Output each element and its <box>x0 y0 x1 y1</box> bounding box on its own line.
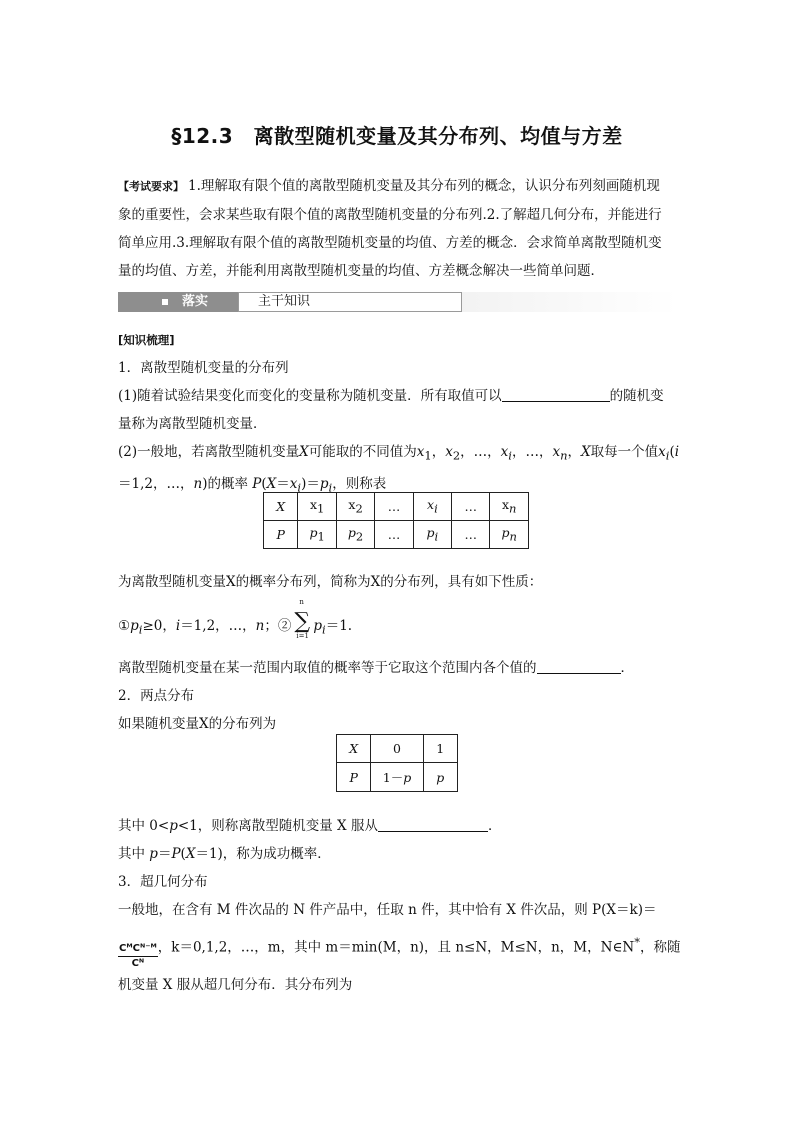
requirements-line-2: 象的重要性，会求某些取有限个值的离散型随机变量的分布列.2.了解超几何分布，并能进行 <box>118 207 662 223</box>
requirements-line-1: 【考试要求】 1.理解取有限个值的离散型随机变量及其分布列的概念，认识分布列刻画随机现 <box>118 178 660 194</box>
section-label: [知识梳理] <box>118 333 175 347</box>
requirements-line-3: 简单应用.3.理解取有限个值的离散型随机变量的均值、方差的概念．会求简单离散型随机变 <box>118 235 662 251</box>
s1-para1: (1)随着试验结果变化而变化的变量称为随机变量．所有取值可以 的随机变 <box>118 382 678 410</box>
section-2-3: 其中 0<p<1，则称离散型随机变量 X 服从 ． 其中 p＝P(X＝1)，称为成功概率． 3．超几何分布 一般地，在含有 M 件次品的 N 件产品中，任取 n 件，其中恰有 X 件次品，则 P(X＝k)＝ $\frac{\text{CᴹCᴺ⁻ᴹ}}{\text{Cᴺ}}$ ，k＝0,1,2，…，m，其中 m＝min(M，n)，且 n≤N，M≤N，n，M，N∈N*，称随 机变量 X 服从超几何分布．其分布列为 <box>118 812 678 999</box>
knowledge-body: [知识梳理] 1．离散型随机变量的分布列 (1)随着试验结果变化而变化的变量称为随机变量．所有取值可以 的随机变 量称为离散型随机变量． (2)一般地，若离散型随机变量X可能取的不同值为$x_1$，$x_2$，…，$x_i$，…，$x_n$，X取每一个值$x_i(i$ ＝1,2，…，n)的概率 $P(X=x_i)=p_i$，则称表 <box>118 326 678 501</box>
s3-heading: 3．超几何分布 <box>118 874 208 890</box>
banner-right: 主干知识 <box>238 292 462 312</box>
banner-left: 落实 <box>118 292 238 312</box>
requirements-label: 【考试要求】 <box>118 180 184 193</box>
two-point-table: X 0 1 P 1－p p <box>336 734 458 792</box>
square-bullet-icon <box>162 299 168 305</box>
distribution-table: X $x_1$ $x_2$ … $x_i$ … $x_n$ P $p_1$ $p_2$ … $p_i$ … $p_n$ <box>263 492 529 549</box>
fill-blank[interactable] <box>378 815 488 832</box>
section-banner <box>118 292 678 312</box>
distribution-properties: 为离散型随机变量X的概率分布列，简称为X的分布列，具有如下性质： $①p_i\ge 0$，i＝1,2，…，n；② ∑ n i=1 $p_i=1$. 离散型随机变量在某一范围内取值的概率等于它取这个范围内各个值的 ． 2．两点分布 如果随机变量X的分布列为 <box>118 568 678 738</box>
page-title: §12.3 离散型随机变量及其分布列、均值与方差 <box>171 124 623 148</box>
hypergeometric-fraction: $\frac{\text{CᴹCᴺ⁻ᴹ}}{\text{Cᴺ}}$ <box>119 942 157 969</box>
summation-icon: ∑ n i=1 <box>294 598 311 640</box>
s2-heading: 2．两点分布 <box>118 687 195 704</box>
fill-blank[interactable] <box>537 657 621 674</box>
requirements-line-4: 量的均值、方差，并能利用离散型随机变量的均值、方差概念解决一些简单问题． <box>118 263 604 279</box>
exam-requirements <box>118 172 678 285</box>
property-formulas: $①p_i\ge 0$，i＝1,2，…，n；② ∑ n i=1 $p_i=1$. <box>118 598 353 640</box>
s1-para2: (2)一般地，若离散型随机变量X可能取的不同值为$x_1$，$x_2$，…，$x_i$，…，$x_n$，X取每一个值$x_i(i$ <box>118 444 680 463</box>
s1-heading: 1．离散型随机变量的分布列 <box>118 360 289 376</box>
fill-blank[interactable] <box>502 385 610 402</box>
